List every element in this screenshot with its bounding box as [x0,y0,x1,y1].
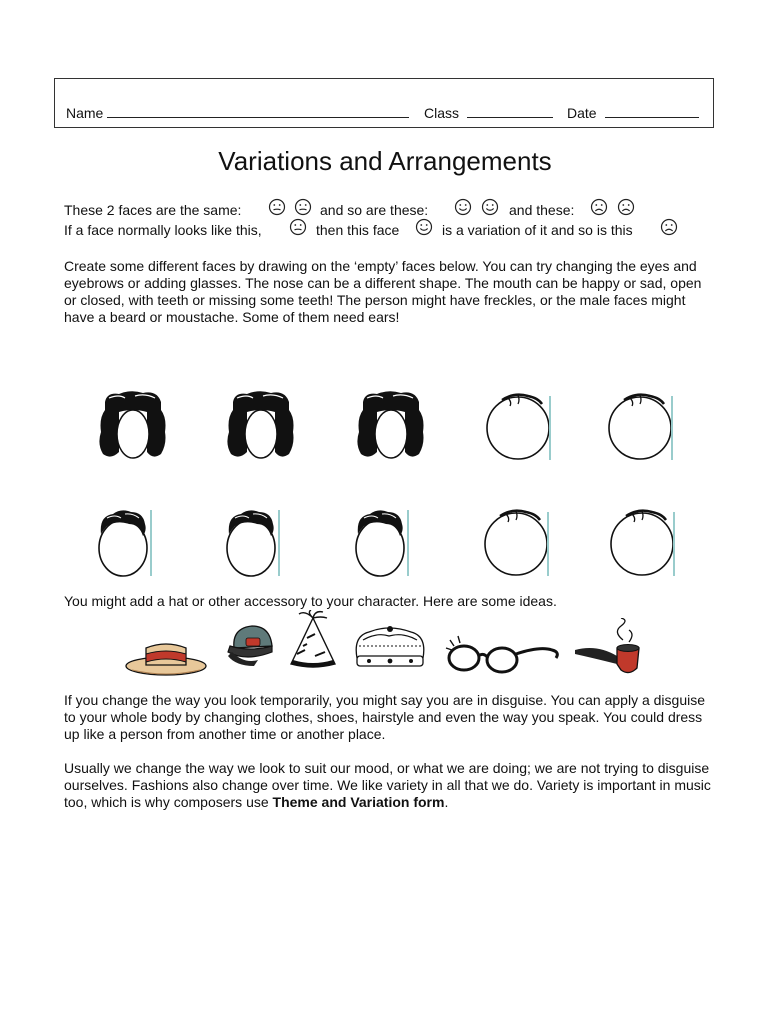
variety-end: . [444,794,449,810]
intro-line1-a: These 2 faces are the same: [64,202,242,218]
neutral-face-icon [268,198,286,216]
class-line [467,105,553,118]
round-face-blank[interactable] [484,390,554,462]
variety-paragraph [64,760,714,811]
date-field[interactable] [567,105,699,121]
male-face-blank[interactable] [223,506,285,578]
name-line [107,105,409,118]
smiley-face-icon [481,198,499,216]
intro-line1-c: and these: [509,202,575,218]
variety-text: Usually we change the way we look to suit our mood, or what we are doing; we are not trying to disguise ourselves. Fashions also change over time. We like variety in all that we do. Variety is important in music too, which is why composers use [64,760,711,810]
theme-variation-bold: Theme and Variation form [272,794,445,810]
disguise-paragraph: If you change the way you look temporarily, you might say you are in disguise. You can apply a disguise to your whole body by changing clothes, shoes, hairstyle and even the way you speak. You could dress up like a person from another time or another place. [64,692,706,742]
intro-line2-a: If a face normally looks like this, [64,222,262,238]
male-face-blank[interactable] [95,506,157,578]
class-label: Class [424,105,460,121]
boater-hat-icon [124,638,208,678]
date-label: Date [567,105,597,121]
cap-icon [226,622,276,668]
round-face-blank[interactable] [606,390,676,462]
instructions-paragraph: Create some different faces by drawing on the ‘empty’ faces below. You can try changing the eyes and eyebrows or adding glasses. The nose can be a different shape. The mouth can be happy or sad, open or closed, with teeth or missing some teeth! The person might have freckles, or the male faces might have a beard or moustache. Some of them need ears! [64,258,702,325]
name-label: Name [66,105,104,121]
neutral-face-icon [289,218,307,236]
class-field[interactable] [424,105,553,121]
pipe-icon [573,618,645,678]
intro-line1-b: and so are these: [320,202,429,218]
crown-icon [349,624,431,672]
page-title: Variations and Arrangements [218,146,552,176]
sad-face-icon [660,218,678,236]
smiley-face-icon [454,198,472,216]
party-hat-icon [285,610,341,670]
date-line [605,105,699,118]
sad-face-icon [617,198,635,216]
smiley-face-icon [415,218,433,236]
glasses-icon [444,630,562,676]
name-field[interactable] [66,105,409,121]
female-face-blank[interactable] [95,388,171,464]
female-face-blank[interactable] [223,388,299,464]
header-box [54,78,714,128]
sad-face-icon [590,198,608,216]
male-face-blank[interactable] [352,506,414,578]
intro-line2-c: is a variation of it and so is this [442,222,633,238]
intro-line2-b: then this face [316,222,400,238]
neutral-face-icon [294,198,312,216]
accessory-intro: You might add a hat or other accessory to your character. Here are some ideas. [64,593,557,609]
round-face-blank[interactable] [608,506,678,578]
round-face-blank[interactable] [482,506,552,578]
female-face-blank[interactable] [353,388,429,464]
